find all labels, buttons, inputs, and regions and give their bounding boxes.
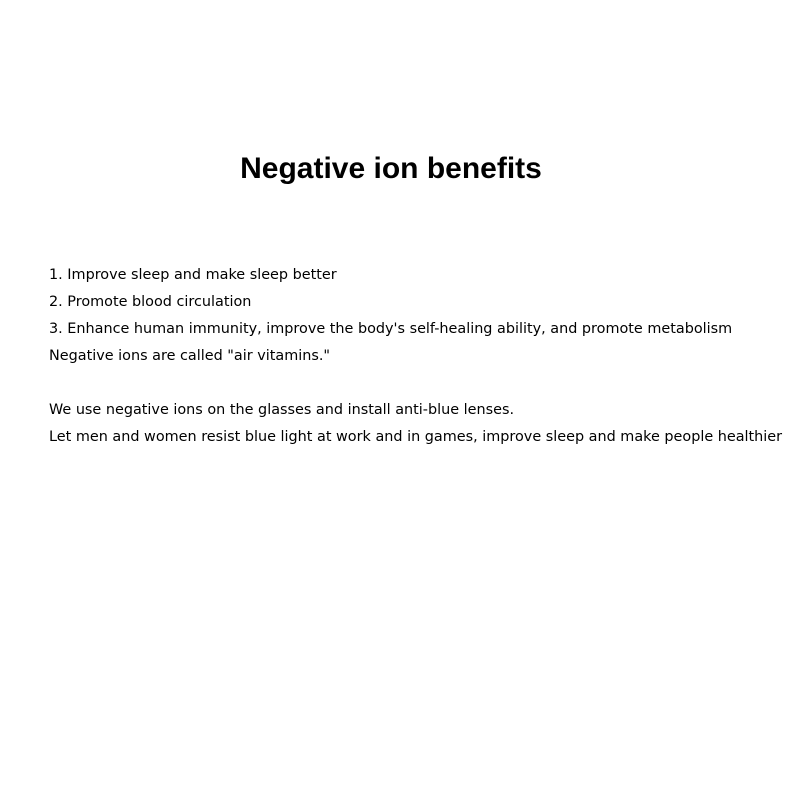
benefit-item-3: 3. Enhance human immunity, improve the body's self-healing ability, and promote metabolism [49, 321, 733, 337]
paragraph-line-1: We use negative ions on the glasses and install anti-blue lenses. [49, 402, 515, 418]
page-title: Negative ion benefits [240, 152, 542, 185]
benefit-item-1: 1. Improve sleep and make sleep better [49, 267, 337, 283]
body-text [49, 262, 789, 451]
benefit-item-2: 2. Promote blood circulation [49, 294, 252, 310]
air-vitamins-note: Negative ions are called "air vitamins." [49, 348, 331, 364]
paragraph-spacer [49, 370, 789, 397]
paragraph-line-2: Let men and women resist blue light at work and in games, improve sleep and make people healthier [49, 429, 783, 445]
